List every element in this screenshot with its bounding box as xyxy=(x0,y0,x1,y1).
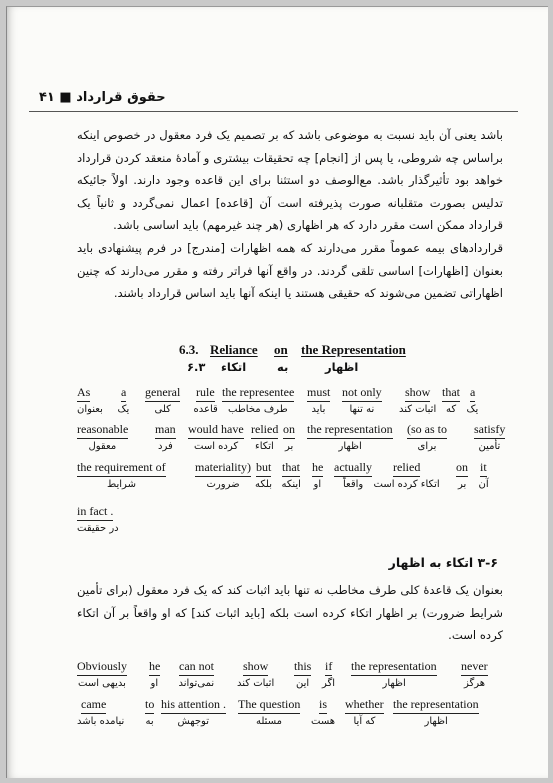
gloss1-fa-gloss: باید xyxy=(311,404,326,415)
gloss1-fa-gloss: کلی xyxy=(154,404,171,415)
gloss2-fa-gloss: بدیهی است xyxy=(78,678,126,689)
gloss1-en-word: that xyxy=(282,460,300,477)
gloss2-fa-gloss: این xyxy=(296,678,310,689)
gloss1-fa-gloss: او xyxy=(313,479,322,490)
gloss1-fa-gloss: بعنوان xyxy=(77,404,103,415)
gloss2-fa-gloss: هرگز xyxy=(464,678,486,689)
heading-fa-1: اتکاء xyxy=(221,360,247,374)
gloss1-fa-gloss: طرف مخاطب xyxy=(228,404,288,415)
gloss2-fa-gloss: مسئله xyxy=(256,716,282,727)
gloss1-fa-gloss: ضرورت xyxy=(206,479,240,490)
gloss1-en-word: actually xyxy=(334,460,372,477)
gloss1-en-word: general xyxy=(145,385,180,402)
gloss2-fa-gloss: هست xyxy=(311,716,336,727)
gloss1-en-word: in fact . xyxy=(77,504,113,521)
gloss1-fa-gloss: که xyxy=(446,404,457,415)
gloss2-en-word: to xyxy=(145,697,154,714)
paragraph-3: بعنوان یک قاعدهٔ کلی طرف مخاطب نه تنها باید اثبات کند که یک فرد معقول (برای تأمین شرایط ضرورت) بر اظهار اتکاء کرده است بلکه [باید اثبات کند] که او واقعاً بر آن اتکاء کرده است. xyxy=(77,583,503,642)
gloss1-en-word: reasonable xyxy=(77,422,128,439)
gloss2-en-word: Obviously xyxy=(77,659,127,676)
gloss2-en-word: if xyxy=(325,659,332,676)
gloss1-en-word: would have xyxy=(188,422,244,439)
gloss1-en-word: on xyxy=(456,460,468,477)
gloss1-en-word: As xyxy=(77,385,90,402)
gloss1-en-word: relied xyxy=(393,460,420,477)
gloss2-en-word: The question xyxy=(238,697,300,714)
gloss1-en-word: not only xyxy=(342,385,382,402)
gloss2-en-word: whether xyxy=(345,697,384,714)
gloss1-fa-gloss: اتکاء کرده است xyxy=(373,479,440,490)
gloss1-en-word: but xyxy=(256,460,271,477)
gloss1-fa-gloss: بر xyxy=(285,441,294,452)
gloss2-fa-gloss: اظهار xyxy=(382,678,406,689)
gloss1-en-word: show xyxy=(405,385,430,402)
gloss1-fa-gloss: معقول xyxy=(88,441,117,452)
gloss1-en-word: the representee xyxy=(222,385,294,402)
heading-fa-number: ۶.۳ xyxy=(187,360,206,374)
gloss2-en-word: this xyxy=(294,659,311,676)
gloss2-fa-gloss: به xyxy=(145,716,154,727)
gloss2-en-word: the representation xyxy=(393,697,479,714)
gloss1-fa-gloss: یک xyxy=(117,404,130,415)
gloss1-en-word: the requirement of xyxy=(77,460,166,477)
gloss1-fa-gloss: واقعاً xyxy=(343,479,364,490)
gloss2-fa-gloss: نمی‌تواند xyxy=(178,678,215,689)
gloss1-fa-gloss: قاعده xyxy=(193,404,218,415)
gloss1-fa-gloss: کرده است xyxy=(194,441,239,452)
gloss2-fa-gloss: اگر xyxy=(322,678,336,689)
gloss1-en-word: on xyxy=(283,422,295,439)
section-heading-fa: ۳-۶ اتکاء به اظهار xyxy=(388,555,498,570)
heading-word-on: on xyxy=(274,342,288,357)
gloss1-en-word: rule xyxy=(196,385,215,402)
heading-word-reliance: Reliance xyxy=(210,342,258,357)
gloss2-en-word: came xyxy=(81,697,106,714)
gloss1-fa-gloss: آن xyxy=(478,479,489,490)
gloss2-fa-gloss: اظهار xyxy=(424,716,448,727)
gloss1-en-word: man xyxy=(155,422,176,439)
gloss2-en-word: he xyxy=(149,659,160,676)
gloss1-fa-gloss: اتکاء xyxy=(255,441,274,452)
heading-word-representation: the Representation xyxy=(301,342,406,357)
gloss2-en-word: never xyxy=(461,659,488,676)
heading-fa-3: اظهار xyxy=(325,360,359,374)
gloss1-fa-gloss: اظهار xyxy=(338,441,362,452)
gloss1-en-word: (so as to xyxy=(407,422,447,439)
gloss1-en-word: must xyxy=(307,385,330,402)
gloss2-en-word: his attention . xyxy=(161,697,226,714)
gloss1-fa-gloss: بر xyxy=(458,479,467,490)
gloss1-fa-gloss: برای xyxy=(417,441,437,452)
gloss1-en-word: satisfy xyxy=(474,422,505,439)
gloss2-fa-gloss: که آیا xyxy=(353,716,376,727)
gloss1-en-word: a xyxy=(470,385,475,402)
paragraph-2: قراردادهای بیمه عموماً مقرر می‌دارند که همه اظهارات [مندرج] در فرم پیشنهادی باید بعنوان [اظهارات] اساسی تلقی گردند. در واقع آنها فراتر رفته و مقرر می‌دارند که چنین اظهاراتی تضمین می‌شوند که حقیقی هستند یا اینکه آنها باید اساس قرارداد باشند. xyxy=(77,241,503,300)
gloss1-en-word: relied xyxy=(251,422,278,439)
heading-number: 6.3. xyxy=(179,342,199,357)
page-header xyxy=(29,87,518,112)
gloss2-en-word: can not xyxy=(179,659,214,676)
gloss2-fa-gloss: او xyxy=(150,678,159,689)
gloss1-en-word: it xyxy=(480,460,487,477)
gloss1-en-word: he xyxy=(312,460,323,477)
paragraph-1: باشد یعنی آن باید نسبت به موضوعی باشد که بر تصمیم یک فرد معقول در خصوص اینکه براساس چه شروطی، یا پس از [انجام] چه تحقیقات بیشتری و آمادهٔ منعقد کردن قرارداد خواهد بود تأثیرگذار باشد. مع‌الوصف دو استثنا برای این قاعده وجود دارند. اولاً جائیکه تدلیس بصورت متقلبانه صورت پذیرفته است آن [قاعده] اعمال نمی‌گردد و ثانیاً یک قرارداد ممکن است مقرر دارد که هر اظهاری (هر چند غیرمهم) باید اساسی باشد. xyxy=(77,128,503,232)
gloss1-en-word: materiality) xyxy=(195,460,251,477)
gloss1-en-word: that xyxy=(442,385,460,402)
gloss1-fa-gloss: فرد xyxy=(158,441,173,452)
page-number-title: حقوق قرارداد ■ ۴۱ xyxy=(39,90,166,105)
gloss1-fa-gloss: یک xyxy=(466,404,479,415)
gloss1-fa-gloss: اینکه xyxy=(281,479,301,490)
gloss1-fa-gloss: اثبات کند xyxy=(399,404,437,415)
heading-fa-2: به xyxy=(277,360,289,374)
gloss2-en-word: is xyxy=(319,697,327,714)
gloss1-fa-gloss: شرایط xyxy=(107,479,136,490)
gloss1-fa-gloss: نه تنها xyxy=(349,404,375,415)
book-page xyxy=(6,6,548,778)
gloss2-en-word: the representation xyxy=(351,659,437,676)
gloss1-en-word: a xyxy=(121,385,126,402)
gloss2-fa-gloss: نیامده باشد xyxy=(77,716,125,727)
gloss1-fa-gloss: بلکه xyxy=(255,479,272,490)
gloss2-fa-gloss: اثبات کند xyxy=(237,678,275,689)
gloss2-en-word: show xyxy=(243,659,268,676)
gloss1-fa-gloss: تأمین xyxy=(478,441,501,452)
gloss1-en-word: the representation xyxy=(307,422,393,439)
gloss1-fa-gloss: در حقیقت xyxy=(77,523,119,534)
gloss2-fa-gloss: توجهش xyxy=(177,716,209,727)
